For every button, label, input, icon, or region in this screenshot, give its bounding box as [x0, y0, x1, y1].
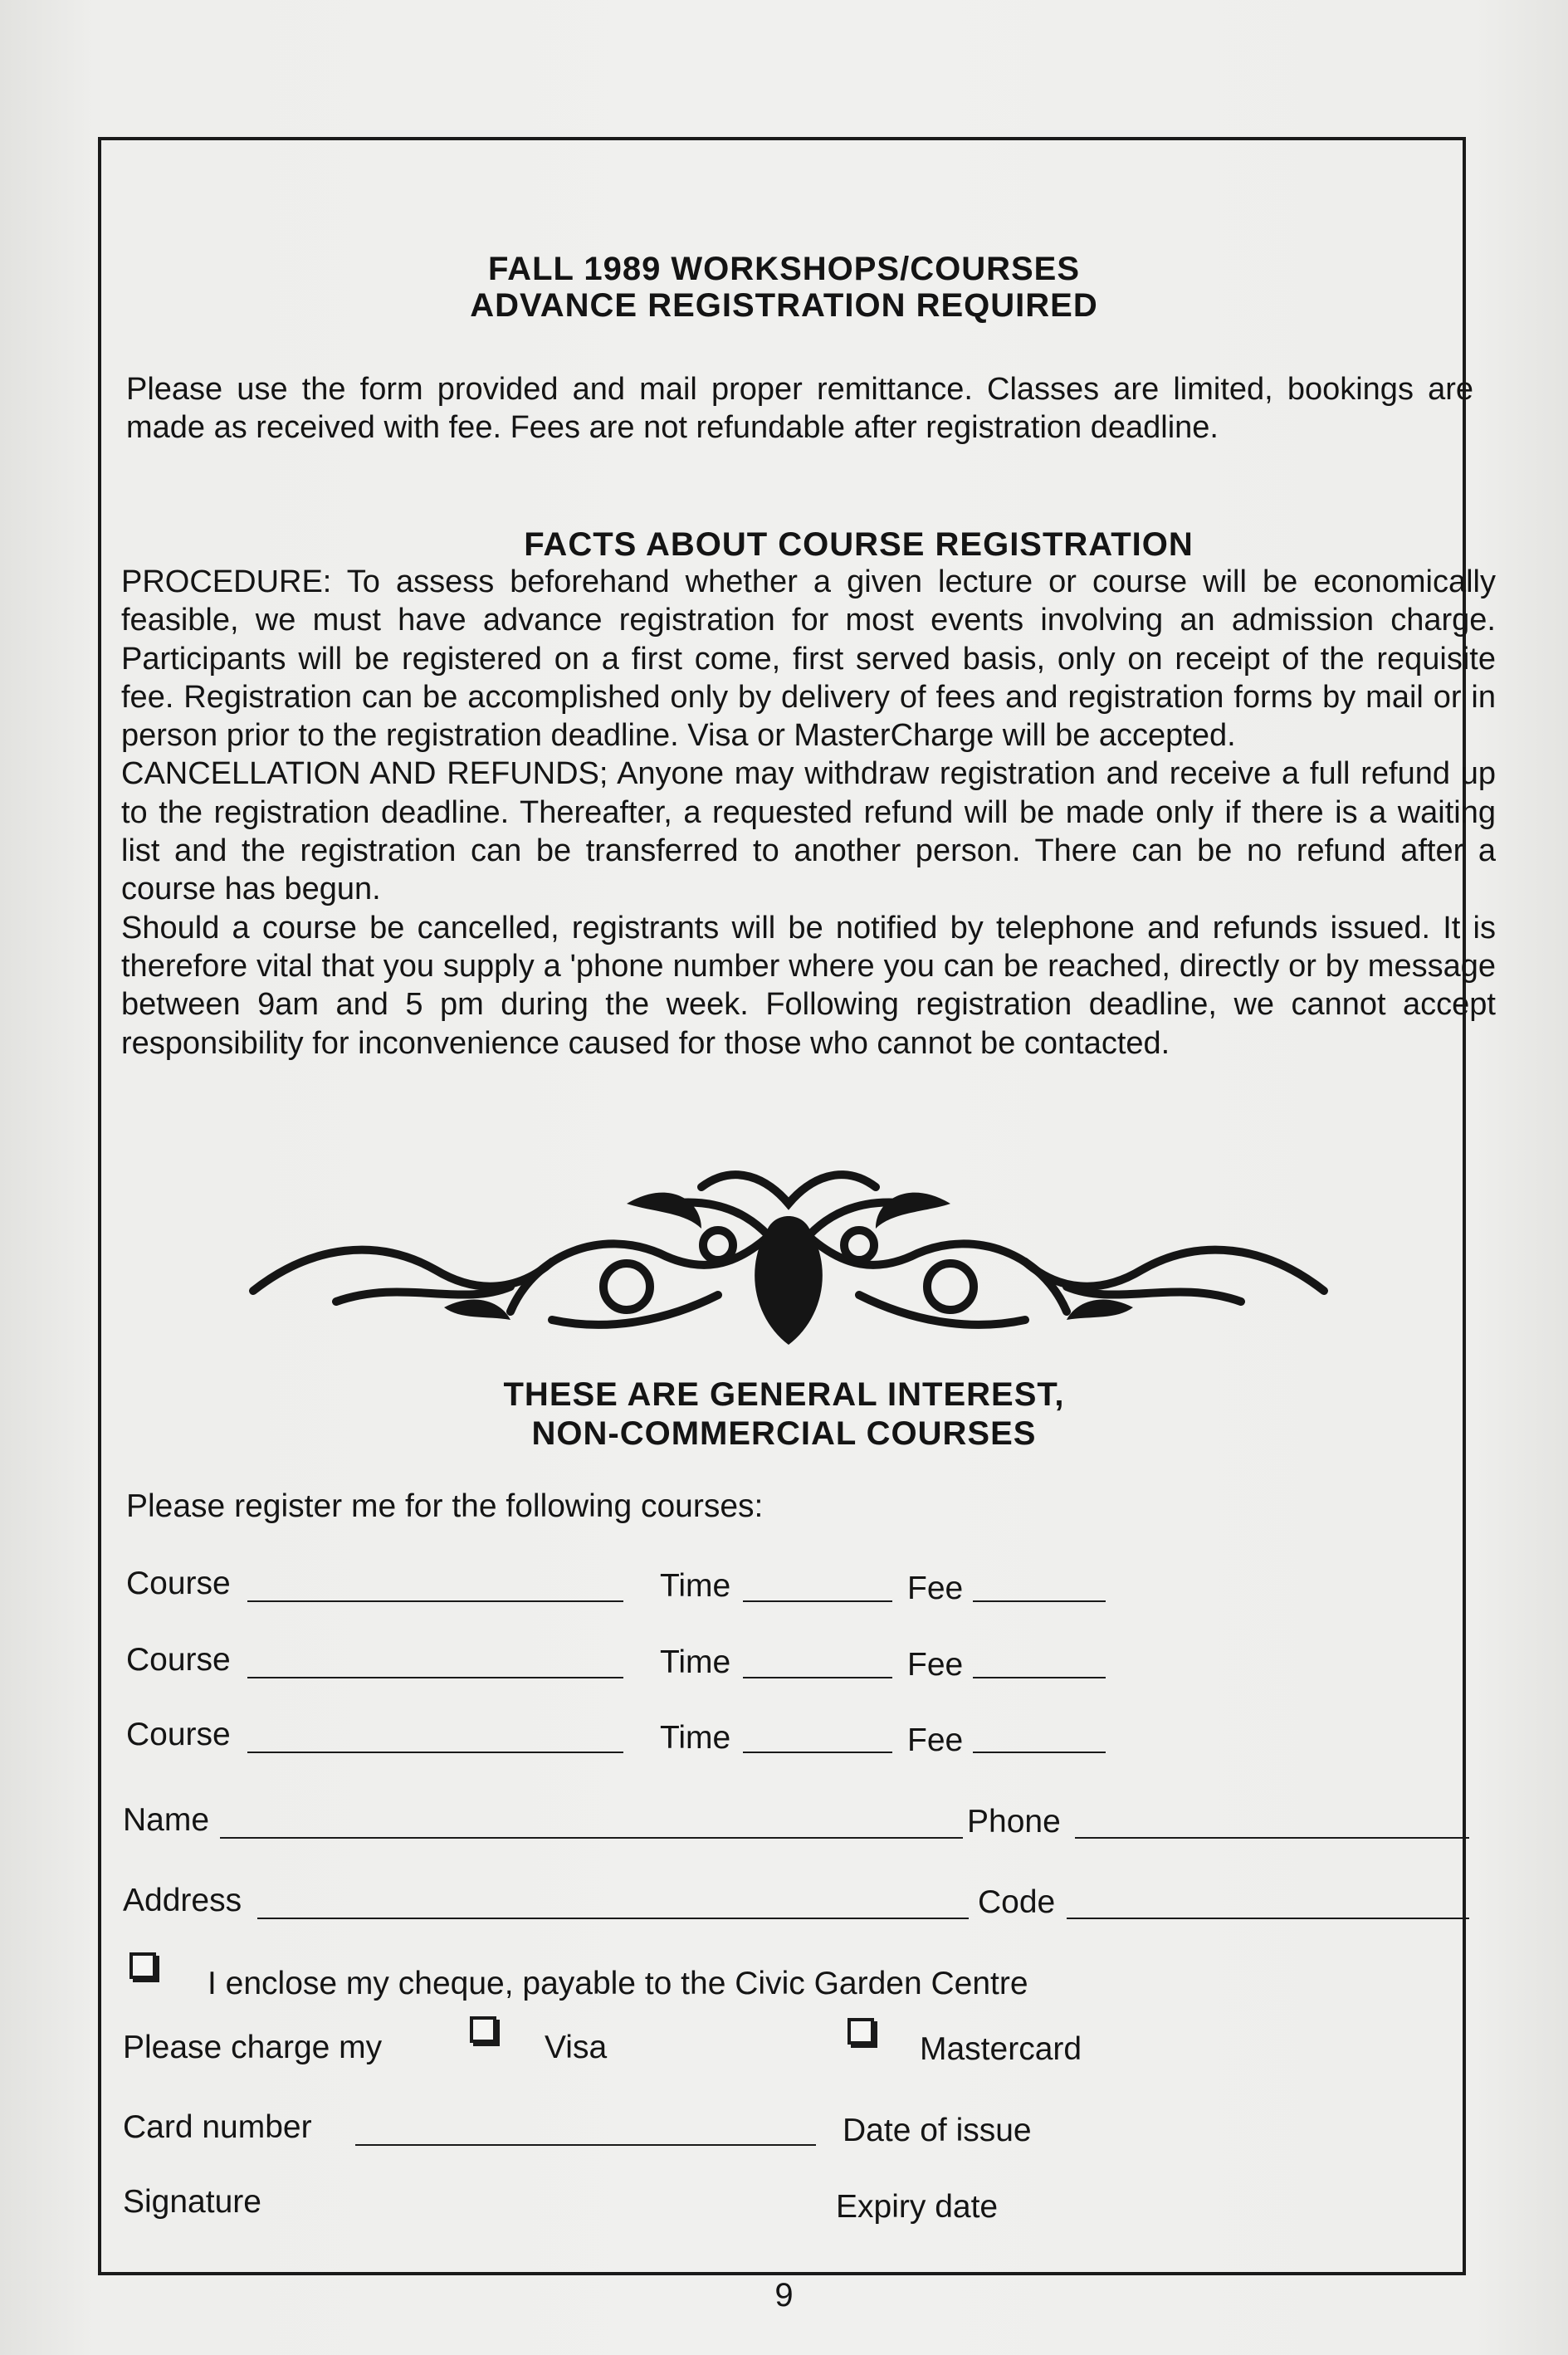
cancelled-course-paragraph: Should a course be cancelled, registrants will be notified by telephone and refunds issued. It is therefore vital that you supply a 'phone number where you can be reached, directly or by message between 9am and 5 pm during the week. Following registration deadline, we cannot accept responsibility for inconvenience caused for those who cannot be contacted. — [121, 910, 1496, 1061]
fee-label-2: Fee — [907, 1647, 964, 1683]
phone-field[interactable] — [1075, 1837, 1469, 1839]
time-label-3: Time — [660, 1720, 731, 1756]
fee-label-1: Fee — [907, 1571, 964, 1606]
title-line-1: FALL 1989 WORKSHOPS/COURSES — [487, 251, 1081, 287]
course-label-1: Course — [126, 1566, 231, 1601]
visa-label: Visa — [545, 2030, 608, 2065]
name-field[interactable] — [220, 1837, 963, 1839]
facts-heading: FACTS ABOUT COURSE REGISTRATION — [524, 526, 1194, 563]
mastercard-label: Mastercard — [920, 2031, 1082, 2067]
time-field-3[interactable] — [743, 1752, 892, 1753]
signature-label: Signature — [123, 2184, 261, 2220]
address-field[interactable] — [257, 1918, 969, 1919]
mastercard-checkbox[interactable] — [848, 2018, 874, 2045]
charge-label: Please charge my — [123, 2030, 383, 2065]
date-of-issue-label: Date of issue — [843, 2113, 1032, 2148]
fee-field-3[interactable] — [973, 1752, 1106, 1753]
time-label-2: Time — [660, 1644, 731, 1680]
course-field-2[interactable] — [247, 1677, 623, 1678]
time-label-1: Time — [660, 1568, 731, 1604]
time-field-1[interactable] — [743, 1600, 892, 1602]
fee-field-1[interactable] — [973, 1600, 1106, 1602]
expiry-date-label: Expiry date — [836, 2189, 999, 2225]
intro-paragraph: Please use the form provided and mail proper remittance. Classes are limited, bookings are made as received with fee. Fees are not refundable after registration deadline. — [126, 372, 1473, 446]
name-label: Name — [123, 1802, 210, 1838]
course-label-2: Course — [126, 1642, 231, 1678]
fee-field-2[interactable] — [973, 1677, 1106, 1678]
course-field-1[interactable] — [247, 1600, 623, 1602]
procedure-paragraph: PROCEDURE: To assess beforehand whether a given lecture or course will be economically feasible, we must have advance registration for most events involving an admission charge. Participants will be registered on a first come, first served basis, only on receipt of the requisite fee. Registration can be accomplished only by delivery of fees and registration forms by mail or in person prior to the registration deadline. Visa or MasterCharge will be accepted. — [121, 564, 1496, 754]
fee-label-3: Fee — [907, 1722, 964, 1758]
cancellation-paragraph: CANCELLATION AND REFUNDS; Anyone may withdraw registration and receive a full refund up to the registration deadline. Thereafter, a requested refund will be made only if there is a waiting list and the registration can be transferred to another person. There can be no refund after a course has begun. — [121, 756, 1496, 907]
visa-checkbox[interactable] — [470, 2016, 496, 2043]
interest-line-2: NON-COMMERCIAL COURSES — [531, 1415, 1037, 1452]
registration-prompt: Please register me for the following courses: — [126, 1488, 764, 1524]
page-number: 9 — [774, 2277, 794, 2313]
code-label: Code — [978, 1884, 1056, 1920]
art-nouveau-ornament-icon — [237, 1154, 1341, 1353]
facts-body — [121, 563, 1496, 1063]
title-line-2: ADVANCE REGISTRATION REQUIRED — [470, 287, 1098, 324]
code-field[interactable] — [1067, 1918, 1469, 1919]
card-number-field[interactable] — [355, 2144, 816, 2146]
course-field-3[interactable] — [247, 1752, 623, 1753]
course-label-3: Course — [126, 1717, 231, 1752]
cheque-checkbox[interactable] — [129, 1952, 156, 1979]
phone-label: Phone — [967, 1804, 1061, 1840]
interest-line-1: THESE ARE GENERAL INTEREST, — [503, 1376, 1065, 1413]
address-label: Address — [123, 1883, 242, 1918]
time-field-2[interactable] — [743, 1677, 892, 1678]
cheque-label: I enclose my cheque, payable to the Civic Garden Centre — [208, 1966, 1028, 2001]
card-number-label: Card number — [123, 2109, 312, 2145]
